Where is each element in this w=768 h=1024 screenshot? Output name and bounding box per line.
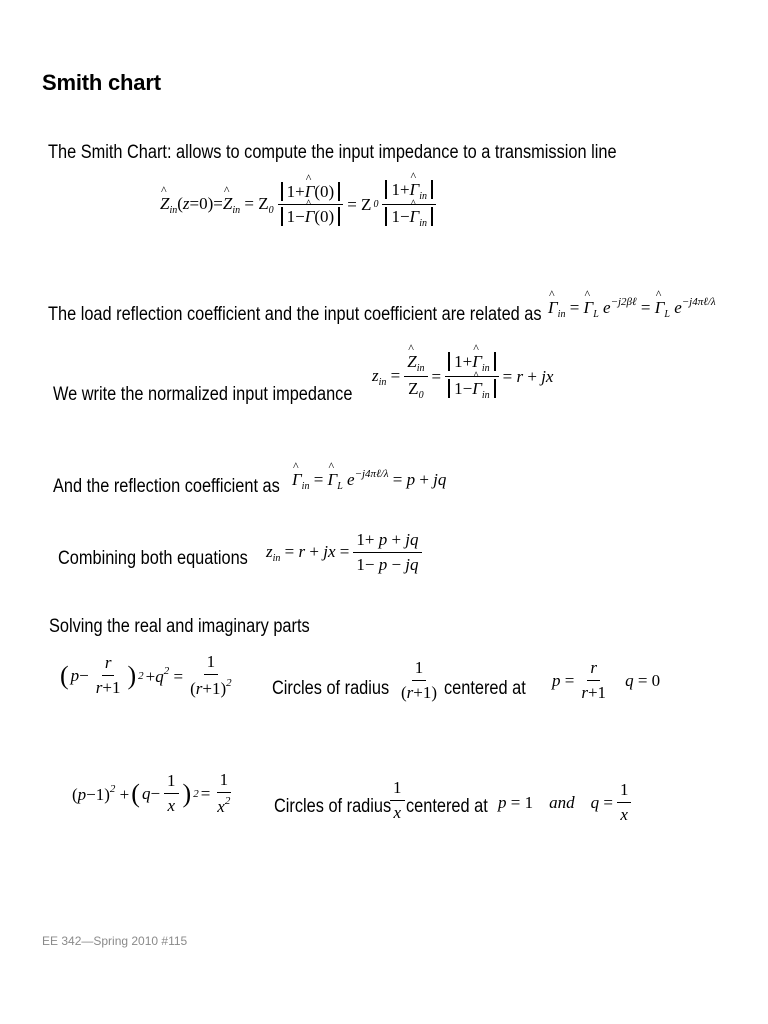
solving-text: Solving the real and imaginary parts (49, 616, 310, 637)
intro-text: The Smith Chart: allows to compute the input impedance to a transmission line (48, 142, 617, 163)
radius-x-fraction: $\frac{1}{x}$ (388, 778, 407, 823)
input-impedance-equation: ^ $Z_{in}(z=0)=\^{}$ $Z_{in} = Z_0$ $\frac{1+\^{} \Gamma(0)}{1-\^{} \Gamma(0)}$ = Z 0 $\frac{1+\^{} \Gamma_{in}}{1-\^{} \Gamma_{in}}$ (160, 180, 438, 229)
normalized-text: We write the normalized input impedance (53, 384, 353, 405)
circles-r-text-b: centered at (444, 678, 526, 699)
normalized-impedance-equation: $z_{in}$ = ^ $\frac{Z_{in}}{Z_0}$ = $\frac{1+\^{} \Gamma_{in}}{1-\^{} \Gamma_{in}}$ = r + jx (372, 352, 553, 401)
radius-r-fraction: $\frac{1}{(r+1)}$ (401, 658, 438, 702)
real-part-equation: ( p− $\frac{r}{r+1}$ ) 2 $+q^2$ = $\frac{1}{(r+1)^2}$ (60, 652, 232, 698)
reflection-coefficient-equation: ^ $\Gamma_{in}$ = ^ $\Gamma_L$ $e^{-j4\pi\ell/\lambda} = p$ + jq (292, 468, 446, 492)
combining-text: Combining both equations (58, 548, 248, 569)
reflection-text: And the reflection coefficient as (53, 476, 280, 497)
center-x-equation: p = 1 and q = $\frac{1}{x}$ (498, 780, 633, 825)
center-r-equation: p = $\frac{r}{r+1}$ q = 0 (552, 658, 661, 702)
load-reflection-text: The load reflection coefficient and the input coefficient are related as (48, 304, 542, 325)
page-title: Smith chart (42, 70, 161, 95)
circles-x-text-a: Circles of radius (274, 796, 392, 817)
circles-x-text-b: centered at (406, 796, 488, 817)
circles-r-text-a: Circles of radius (272, 678, 390, 699)
footer-text: EE 342—Spring 2010 #115 (42, 934, 188, 948)
combined-equation: $z_{in} = r$ + jx = $\frac{1+ p + jq}{1- p - jq}$ (266, 530, 424, 575)
reflection-relation-equation: ^ $\Gamma_{in}$ = ^ $\Gamma_L$ $e^{-j2\beta\ell}$ = ^ $\Gamma_L$ $e^{-j4\pi\ell/\lambda}$ (548, 296, 716, 320)
and-word: and (549, 792, 575, 812)
imaginary-part-equation: $(p-1)^2$ + ( q− $\frac{1}{x}$ ) 2 = $\frac{1}{x^2}$ (72, 770, 231, 816)
